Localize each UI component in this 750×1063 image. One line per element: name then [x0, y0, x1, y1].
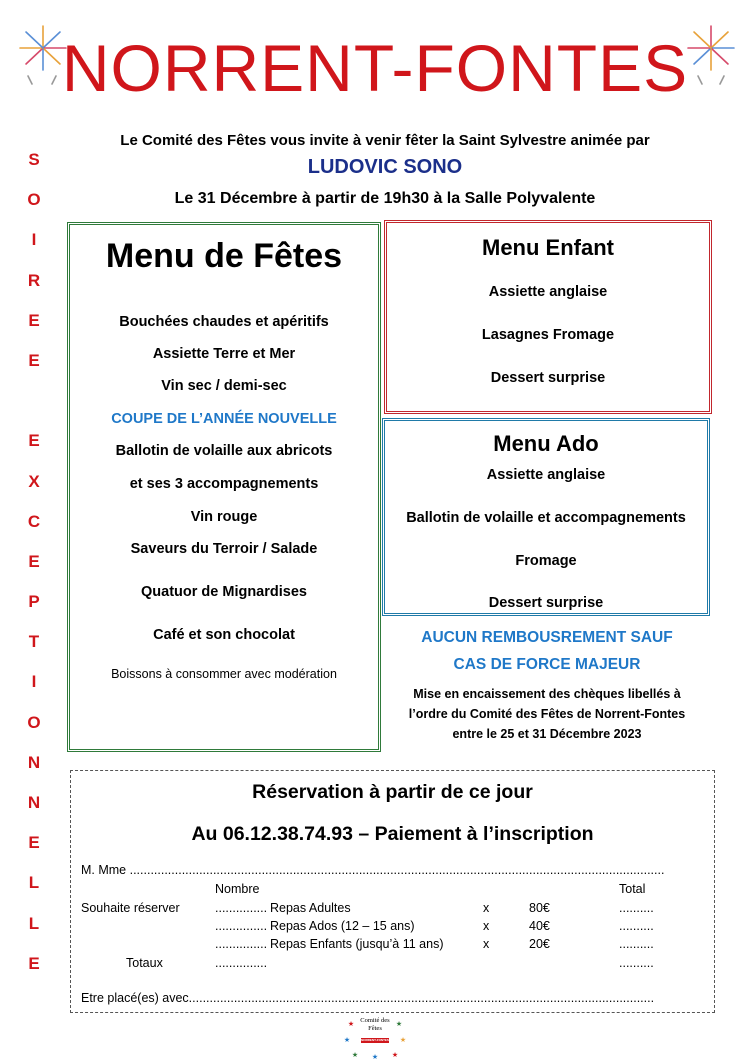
menu-item: et ses 3 accompagnements — [129, 476, 319, 492]
cheque-info-line2: l’ordre du Comité des Fêtes de Norrent-Fontes — [408, 707, 686, 721]
svg-text:★: ★ — [399, 1037, 407, 1044]
vertical-side-text — [20, 140, 48, 984]
reservation-phone: Au 06.12.38.74.93 – Paiement à l’inscription — [191, 823, 594, 845]
menu-item-highlight: COUPE DE L’ANNÉE NOUVELLE — [111, 411, 337, 427]
menu-enfant-title: Menu Enfant — [482, 235, 614, 260]
menu-item: Lasagnes Fromage — [481, 327, 615, 343]
menu-item: Dessert surprise — [490, 370, 606, 386]
vertical-letter: L — [28, 873, 40, 893]
nombre-adultes-field[interactable]: ............... — [215, 901, 268, 915]
vertical-letter: T — [28, 632, 40, 652]
svg-text:★: ★ — [351, 1052, 359, 1059]
vertical-letter: E — [28, 953, 40, 973]
vertical-letter: S — [28, 150, 40, 169]
page-title: NORRENT-FONTES — [61, 31, 689, 105]
artist-name: LUDOVIC SONO — [307, 156, 463, 178]
row-label: Repas Enfants (jusqu’à 11 ans) — [270, 937, 444, 951]
menu-item: Saveurs du Terroir / Salade — [130, 541, 318, 557]
row-multiply: x — [483, 937, 490, 951]
totaux-nombre-field[interactable]: ............... — [215, 956, 268, 970]
menu-item: Assiette anglaise — [488, 284, 608, 300]
total-adultes-field[interactable]: .......... — [619, 901, 654, 915]
totaux-total-field[interactable]: .......... — [619, 956, 654, 970]
menu-item: Assiette Terre et Mer — [152, 346, 296, 362]
vertical-letter: O — [27, 190, 41, 210]
vertical-letter: O — [27, 712, 41, 732]
menu-enfant-box — [384, 220, 712, 414]
total-ados-field[interactable]: .......... — [619, 919, 654, 933]
name-field[interactable]: M. Mme .......................................................................................................................................................... — [81, 863, 665, 877]
cheque-info-line1: Mise en encaissement des chèques libellés à — [413, 687, 681, 701]
menu-item: Vin rouge — [190, 509, 258, 525]
row-multiply: x — [483, 901, 490, 915]
row-label: Repas Ados (12 – 15 ans) — [270, 919, 415, 933]
drinks-note: Boissons à consommer avec modération — [111, 667, 337, 681]
vertical-letter: C — [27, 511, 41, 531]
svg-text:★: ★ — [347, 1021, 355, 1028]
svg-text:★: ★ — [371, 1054, 379, 1060]
col-total-header: Total — [619, 882, 646, 896]
totaux-label: Totaux — [126, 956, 163, 970]
menu-fetes-box — [67, 222, 381, 752]
nombre-ados-field[interactable]: ............... — [215, 919, 268, 933]
nombre-enfants-field[interactable]: ............... — [215, 937, 268, 951]
svg-text:★: ★ — [343, 1037, 351, 1044]
menu-item: Quatuor de Mignardises — [141, 584, 307, 600]
menu-item: Bouchées chaudes et apéritifs — [119, 314, 329, 330]
row-label: Repas Adultes — [270, 901, 351, 915]
row-price: 80€ — [529, 901, 550, 915]
vertical-letter: E — [28, 350, 40, 370]
souhaite-label: Souhaite réserver — [81, 901, 180, 915]
vertical-letter: E — [28, 310, 40, 330]
menu-item: Assiette anglaise — [486, 467, 606, 483]
vertical-letter: P — [28, 592, 40, 612]
logo-banner-text: NORRENT-FONTES — [361, 1038, 389, 1042]
menu-item: Vin sec / demi-sec — [161, 378, 287, 394]
vertical-letter — [20, 381, 48, 421]
row-price: 20€ — [529, 937, 550, 951]
menu-item: Fromage — [515, 553, 577, 569]
vertical-letter: R — [27, 270, 41, 290]
vertical-letter: E — [28, 551, 40, 571]
comite-logo — [341, 1014, 409, 1060]
reservation-box — [70, 770, 715, 1013]
menu-ado-title: Menu Ado — [493, 431, 599, 456]
refund-notice-line1: AUCUN REMBOUSREMENT SAUF — [421, 629, 673, 646]
refund-notice-line2: CAS DE FORCE MAJEUR — [453, 656, 641, 673]
menu-ado-box — [382, 418, 710, 616]
row-price: 40€ — [529, 919, 550, 933]
svg-text:★: ★ — [391, 1052, 399, 1059]
svg-text:★: ★ — [395, 1021, 403, 1028]
intro-line: Le Comité des Fêtes vous invite à venir fêter la Saint Sylvestre animée par — [120, 132, 650, 149]
menu-fetes-title: Menu de Fêtes — [105, 237, 343, 275]
row-multiply: x — [483, 919, 490, 933]
vertical-letter: I — [31, 672, 37, 692]
col-nombre-header: Nombre — [215, 882, 260, 896]
total-enfants-field[interactable]: .......... — [619, 937, 654, 951]
vertical-letter: L — [28, 913, 40, 933]
vertical-letter: N — [27, 793, 41, 812]
vertical-letter: E — [28, 431, 40, 451]
reservation-title: Réservation à partir de ce jour — [252, 781, 533, 803]
menu-item: Café et son chocolat — [153, 627, 295, 643]
menu-item: Dessert surprise — [488, 595, 604, 611]
vertical-letter: I — [31, 230, 37, 250]
placed-with-field[interactable]: Etre placé(es) avec...................................................................................................................................... — [81, 991, 655, 1005]
event-date: Le 31 Décembre à partir de 19h30 à la Salle Polyvalente — [174, 190, 596, 207]
logo-text-line2: Fêtes — [368, 1025, 382, 1032]
cheque-info-line3: entre le 25 et 31 Décembre 2023 — [452, 727, 642, 741]
menu-item: Ballotin de volaille et accompagnements — [406, 510, 686, 526]
vertical-letter: N — [27, 752, 41, 772]
menu-item: Ballotin de volaille aux abricots — [115, 443, 333, 459]
vertical-letter: X — [28, 471, 40, 491]
vertical-letter: E — [28, 833, 40, 853]
logo-text-line1: Comité des — [360, 1017, 390, 1024]
